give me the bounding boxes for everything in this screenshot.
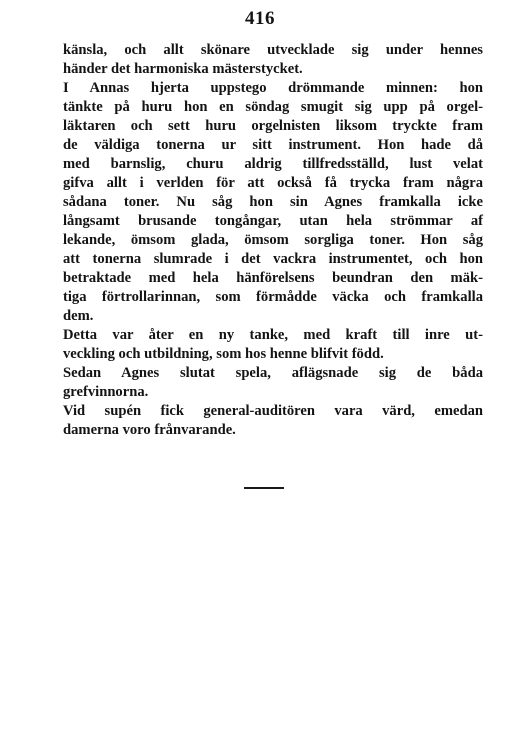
text-line: dem. (63, 308, 94, 324)
text-line: långsamt brusande tongångar, utan hela strömmar af (63, 213, 483, 229)
paragraph-new-thought (63, 326, 483, 364)
text-line: tänkte på huru hon en söndag smugit sig upp på orgel- (63, 99, 483, 115)
text-line: känsla, och allt skönare utvecklade sig under hennes (63, 42, 483, 58)
text-line: grefvinnorna. (63, 384, 149, 400)
text-line: de väldiga tonerna ur sitt instrument. Hon hade då (63, 137, 483, 153)
text-line: lekande, ömsom glada, ömsom sorgliga toner. Hon såg (63, 232, 483, 248)
text-line: Vid supén fick general-auditören vara värd, emedan (63, 403, 483, 419)
text-line: tiga förtrollarinnan, som förmådde väcka och framkalla (63, 289, 483, 305)
text-line: I Annas hjerta uppstego drömmande minnen: hon (63, 80, 483, 96)
text-line: gifva allt i verlden för att också få trycka fram några (63, 175, 483, 191)
page-number: 416 (245, 8, 275, 29)
text-line: händer det harmoniska mästerstycket. (63, 61, 303, 77)
text-line: betraktade med hela hänförelsens beundran den mäk- (63, 270, 483, 286)
text-line: veckling och utbildning, som hos henne blifvit född. (63, 346, 384, 362)
paragraph-departure (63, 364, 483, 402)
text-line: Sedan Agnes slutat spela, aflägsnade sig de båda (63, 365, 483, 381)
section-end-rule (244, 487, 284, 489)
paragraph-supper (63, 402, 483, 440)
paragraph-annas-memories (63, 79, 483, 326)
text-line: damerna voro frånvarande. (63, 422, 236, 438)
text-line: med barnslig, churu aldrig tillfredsställd, lust velat (63, 156, 483, 172)
body-text (63, 41, 483, 440)
text-line: sådana toner. Nu såg hon sin Agnes framkalla icke (63, 194, 483, 210)
text-line: Detta var åter en ny tanke, med kraft till inre ut- (63, 327, 483, 343)
text-line: att tonerna slumrade i det vackra instrumentet, och hon (63, 251, 483, 267)
text-line: läktaren och sett huru orgelnisten liksom tryckte fram (63, 118, 483, 134)
paragraph-continuation (63, 41, 483, 79)
